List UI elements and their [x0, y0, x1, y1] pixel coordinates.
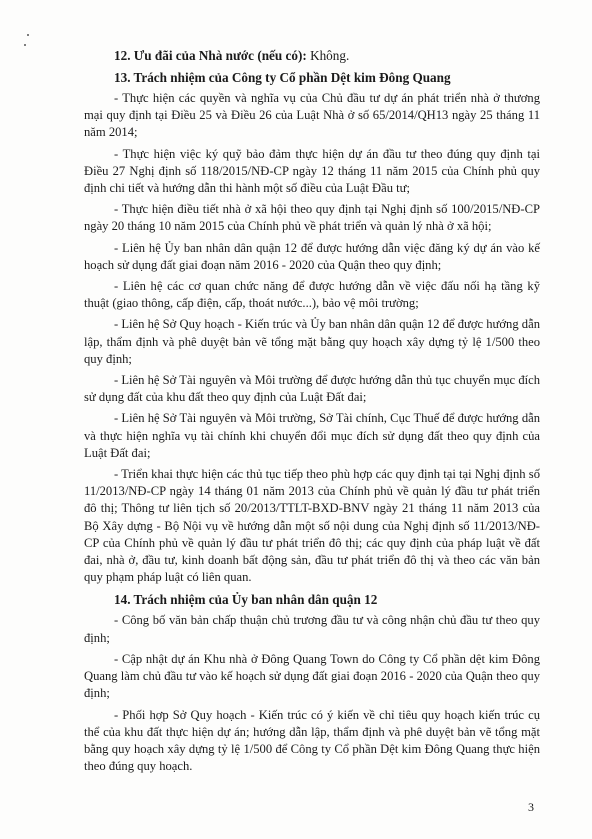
section-13-paragraph: - Thực hiện việc ký quỹ bảo đảm thực hiện dự án đầu tư theo đúng quy định tại Điều 27 Nghị định số 118/2015/NĐ-CP ngày 12 tháng 11 năm 2015 của Chính phủ quy định chi tiết và hướng dẫn thi hành một số điều của Luật Đầu tư;: [84, 146, 540, 196]
section-13-heading: 13. Trách nhiệm của Công ty Cổ phần Dệt kim Đông Quang: [114, 70, 451, 85]
section-12-value: Không.: [306, 48, 350, 63]
section-12-title: 12. Ưu đãi của Nhà nước (nếu có):: [114, 48, 307, 63]
section-13-paragraph: - Liên hệ Sở Tài nguyên và Môi trường, Sở Tài chính, Cục Thuế để được hướng dẫn và thực hiện nghĩa vụ tài chính khi chuyển đổi mục đích sử dụng đất theo quy định của Luật Đất đai;: [84, 411, 540, 460]
section-13-paragraph: - Thực hiện các quyền và nghĩa vụ của Chủ đầu tư dự án phát triển nhà ở thương mại quy định tại Điều 25 và Điều 26 của Luật Nhà ở số 65/2014/QH13 ngày 25 tháng 11 năm 2014;: [84, 91, 540, 140]
document-body: [84, 46, 540, 779]
section-13-paragraph: - Liên hệ Sở Quy hoạch - Kiến trúc và Ủy ban nhân dân quận 12 để được hướng dẫn lập, thẩm định và phê duyệt bản vẽ tổng mặt bằng quy hoạch xây dựng tỷ lệ 1/500 theo quy định;: [84, 317, 540, 366]
section-13-paragraph: - Thực hiện điều tiết nhà ở xã hội theo quy định tại Nghị định số 100/2015/NĐ-CP ngày 20 tháng 10 năm 2015 của Chính phủ về phát triển và quản lý nhà ở xã hội;: [84, 202, 540, 234]
section-13-paragraph: - Triển khai thực hiện các thủ tục tiếp theo phù hợp các quy định tại tại Nghị định số 11/2013/NĐ-CP ngày 14 tháng 01 năm 2013 của Chính phủ về quản lý đầu tư phát triển đô thị; Thông tư liên tịch số 20/2013/TTLT-BXD-BNV ngày 21 tháng 11 năm 2013 của Bộ Xây dựng - Bộ Nội vụ về hướng dẫn một số nội dung của Nghị định số 11/2013/NĐ-CP của Chính phủ về quản lý đầu tư phát triển đô thị; các quy định của pháp luật về đất đai, nhà ở, đầu tư, kinh doanh bất động sản, đầu tư phát triển đô thị và theo các văn bản quy phạm pháp luật có liên quan.: [84, 467, 540, 585]
section-13-paragraph: - Liên hệ Sở Tài nguyên và Môi trường để được hướng dẫn thủ tục chuyển mục đích sử dụng đất của khu đất theo quy định của Luật Đất đai;: [84, 373, 540, 405]
section-12-heading: [84, 46, 540, 65]
scan-speck: [27, 34, 29, 36]
section-13-list: [84, 90, 540, 586]
page-number: 3: [528, 800, 534, 814]
section-13-paragraph: - Liên hệ Ủy ban nhân dân quận 12 để được hướng dẫn việc đăng ký dự án vào kế hoạch sử dụng đất giai đoạn năm 2016 - 2020 của Quận theo quy định;: [84, 240, 540, 272]
scan-speck: [24, 44, 26, 46]
section-14-paragraph: - Cập nhật dự án Khu nhà ở Đông Quang Town do Công ty Cổ phần dệt kim Đông Quang làm chủ đầu tư vào kế hoạch sử dụng đất giai đoạn 2016 - 2020 của Quận theo quy định;: [84, 651, 540, 701]
section-14-heading: 14. Trách nhiệm của Ủy ban nhân dân quận 12: [114, 592, 378, 608]
section-13-paragraph: - Liên hệ các cơ quan chức năng để được hướng dẫn về việc đấu nối hạ tầng kỹ thuật (giao thông, cấp điện, cấp, thoát nước...), bảo vệ môi trường;: [84, 279, 540, 311]
section-14-paragraph: - Công bố văn bản chấp thuận chủ trương đầu tư và công nhận chủ đầu tư theo quy định;: [84, 613, 540, 645]
section-14-list: [84, 612, 540, 775]
section-14-paragraph: - Phối hợp Sở Quy hoạch - Kiến trúc có ý kiến về chỉ tiêu quy hoạch kiến trúc cụ thể của khu đất thực hiện dự án; hướng dẫn lập, thẩm định và phê duyệt bản vẽ tổng mặt bằng quy hoạch xây dựng tỷ lệ 1/500 để Công ty Cổ phần Dệt kim Đông Quang thực hiện theo đúng quy hoạch.: [84, 707, 540, 774]
